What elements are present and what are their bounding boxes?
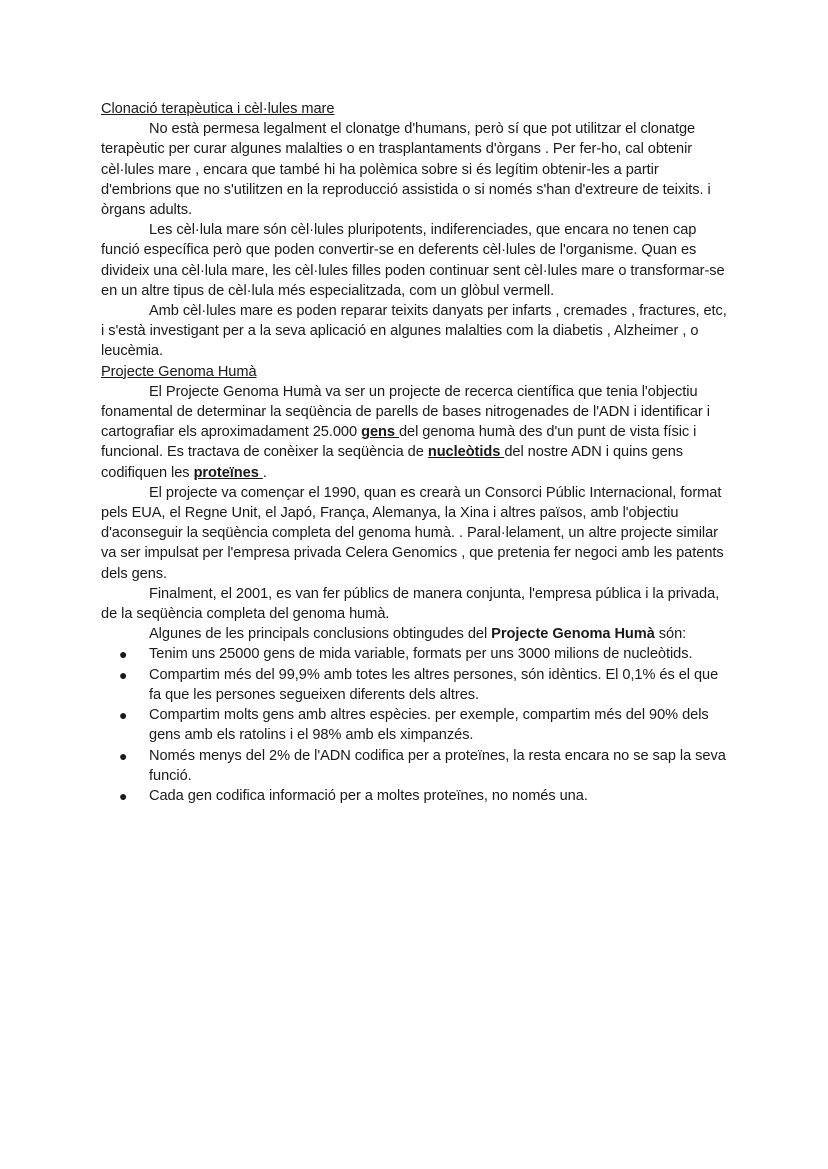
list-item-text: Compartim més del 99,9% amb totes les altres persones, són idèntics. El 0,1% és el que fa que les persones segueixen diferents dels altres.	[149, 666, 719, 703]
keyword-proteines: proteïnes	[193, 464, 263, 481]
paragraph-genome-history: El projecte va començar el 1990, quan es crearà un Consorci Públic Internacional, format pels EUA, el Regne Unit, el Japó, França, Alemanya, la Xina i altres països, amb l'objectiu d'aconseguir la seqüència completa del genoma humà. . Paral·lelament, un altre projecte similar va ser impulsat per l'empresa privada Celera Genomics , que pretenia fer negoci amb les patents dels gens.	[101, 484, 724, 582]
list-item-text: Només menys del 2% de l'ADN codifica per a proteïnes, la resta encara no se sap la seva funció.	[149, 747, 726, 784]
text-span: Algunes de les principals conclusions obtingudes del	[149, 626, 492, 643]
list-item	[101, 644, 729, 664]
list-item-text: Cada gen codifica informació per a moltes proteïnes, no només una.	[149, 787, 588, 804]
conclusions-list	[101, 644, 729, 806]
paragraph-cloning-intro: No està permesa legalment el clonatge d'humans, però sí que pot utilitzar el clonatge terapèutic per curar algunes malalties o en trasplantaments d'òrgans . Per fer-ho, cal obtenir cèl·lules mare , encara que també hi ha polèmica sobre si és legítim obtenir-les a partir d'embrions que no s'utilitzen en la reproducció assistida o si només s'han d'extreure de teixits. i òrgans adults.	[101, 121, 711, 219]
section-heading-genome: Projecte Genoma Humà	[101, 363, 257, 380]
list-item	[101, 786, 729, 806]
paragraph-genome-intro	[101, 382, 729, 483]
text-span: .	[262, 464, 267, 481]
document-page	[101, 99, 729, 806]
list-item-text: Tenim uns 25000 gens de mida variable, formats per uns 3000 milions de nucleòtids.	[149, 646, 693, 663]
list-item	[101, 705, 729, 745]
bullet-icon: ●	[119, 747, 128, 764]
text-span: del genoma humà des d'un punt de vista físic i funcional. Es tractava de conèixer la seqüència de	[101, 424, 697, 461]
keyword-project-name: Projecte Genoma Humà	[491, 626, 655, 643]
bullet-icon: ●	[119, 646, 128, 663]
paragraph-genome-conclusions-intro	[101, 624, 729, 644]
list-item	[101, 665, 729, 705]
section-heading-cloning: Clonació terapèutica i cèl·lules mare	[101, 101, 335, 117]
bullet-icon: ●	[119, 666, 128, 683]
keyword-gens: gens	[361, 424, 399, 441]
paragraph-stem-cells-uses: Amb cèl·lules mare es poden reparar teixits danyats per infarts , cremades , fractures, etc, i s'està investigant per a la seva aplicació en algunes malalties com la diabetis , Alzheimer , o leucèmia.	[101, 303, 727, 360]
text-span: són:	[654, 626, 687, 643]
paragraph-genome-completion: Finalment, el 2001, es van fer públics de manera conjunta, l'empresa pública i la privada, de la seqüència completa del genoma humà.	[101, 585, 720, 623]
keyword-nucleotids: nucleòtids	[427, 444, 505, 461]
paragraph-stem-cells-definition: Les cèl·lula mare són cèl·lules pluripotents, indiferenciades, que encara no tenen cap funció específica però que poden convertir-se en deferents cèl·lules de l'organisme. Quan es divideix una cèl·lula mare, les cèl·lules filles poden continuar sent cèl·lules mare o transformar-se en un altre tipus de cèl·lula més especialitzada, com un glòbul vermell.	[101, 222, 725, 299]
text-span: del nostre ADN i quins gens codifiquen les	[101, 444, 684, 481]
bullet-icon: ●	[119, 787, 128, 804]
list-item-text: Compartim molts gens amb altres espècies. per exemple, compartim més del 90% dels gens amb els ratolins i el 98% amb els ximpanzés.	[149, 707, 709, 744]
bullet-icon: ●	[119, 707, 128, 724]
list-item	[101, 746, 729, 786]
text-span: El Projecte Genoma Humà va ser un projecte de recerca científica que tenia l'objectiu fonamental de determinar la seqüència de parells de bases nitrogenades de l'ADN i identificar i cartografiar els aproximadament 25.000	[101, 383, 710, 441]
